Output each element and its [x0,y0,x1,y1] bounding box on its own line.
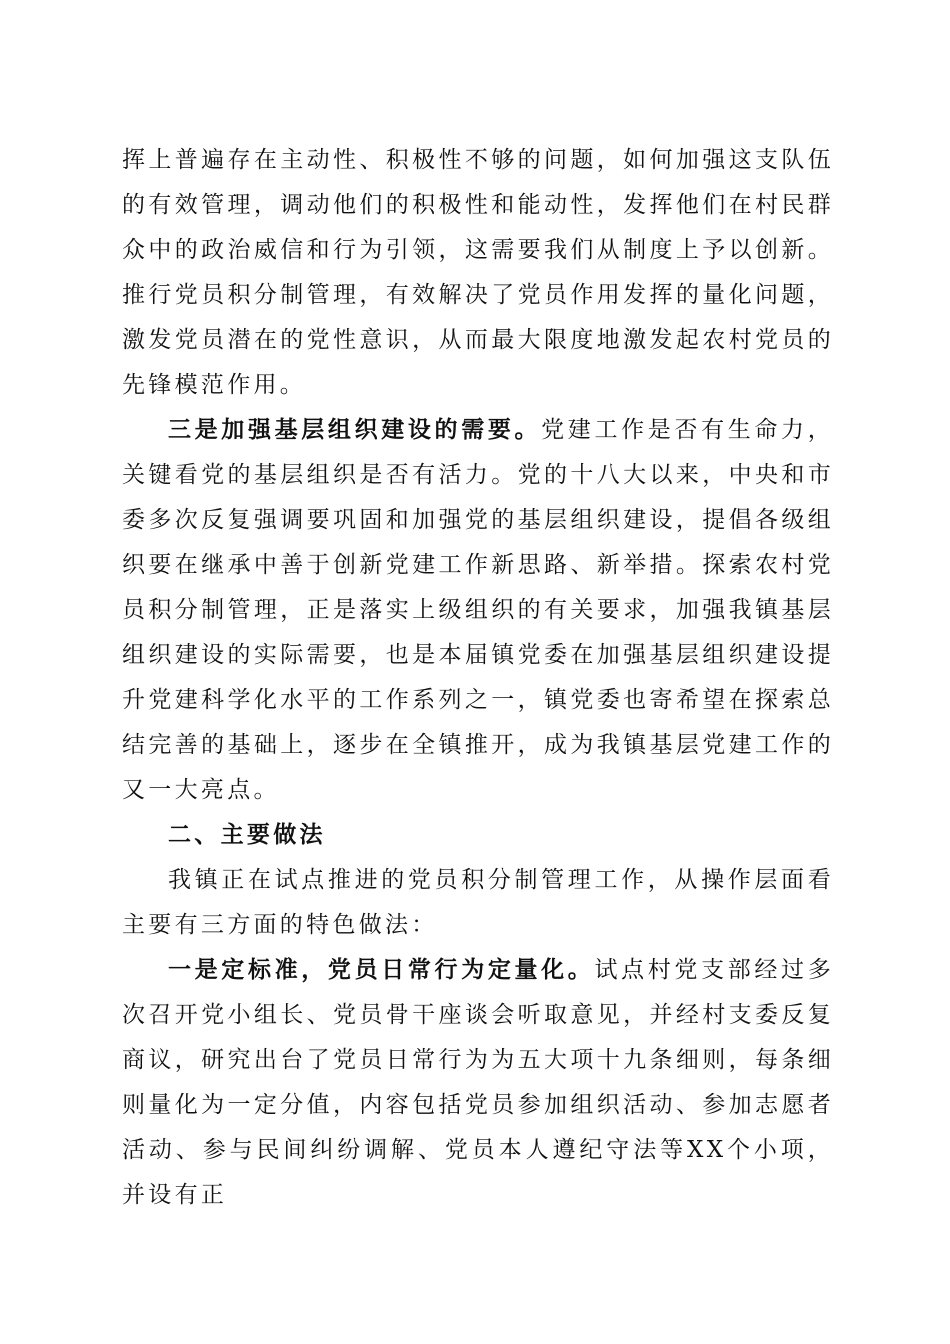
paragraph-continuation: 挥上普遍存在主动性、积极性不够的问题，如何加强这支队伍的有效管理，调动他们的积极性和能动性，发挥他们在村民群众中的政治威信和行为引领，这需要我们从制度上予以创新。推行党员积分制管理，有效解决了党员作用发挥的量化问题，激发党员潜在的党性意识，从而最大限度地激发起农村党员的先锋模范作用。 [122,147,834,398]
section-heading: 二、主要做法 [168,822,326,848]
paragraph-set-standards [122,948,834,1218]
paragraph-organization-need [122,408,834,813]
paragraph-intro: 我镇正在试点推进的党员积分制管理工作，从操作层面看主要有三方面的特色做法： [122,867,834,938]
paragraph-body: 试点村党支部经过多次召开党小组长、党员骨干座谈会听取意见，并经村支委反复商议，研究出台了党员日常行为为五大项十九条细则，每条细则量化为一定分值，内容包括党员参加组织活动、参加志愿者活动、参与民间纠纷调解、党员本人遵纪守法等XX个小项，并设有正 [122,957,834,1208]
paragraph-body: 党建工作是否有生命力，关键看党的基层组织是否有活力。党的十八大以来，中央和市委多次反复强调要巩固和加强党的基层组织建设，提倡各级组织要在继承中善于创新党建工作新思路、新举措。探索农村党员积分制管理，正是落实上级组织的有关要求，加强我镇基层组织建设的实际需要，也是本届镇党委在加强基层组织建设提升党建科学化水平的工作系列之一，镇党委也寄希望在探索总结完善的基础上，逐步在全镇推开，成为我镇基层党建工作的又一大亮点。 [122,417,834,803]
document-body [122,138,834,1218]
paragraph-lead: 三是加强基层组织建设的需要。 [168,417,542,443]
paragraph-lead: 一是定标准，党员日常行为定量化。 [168,957,595,983]
